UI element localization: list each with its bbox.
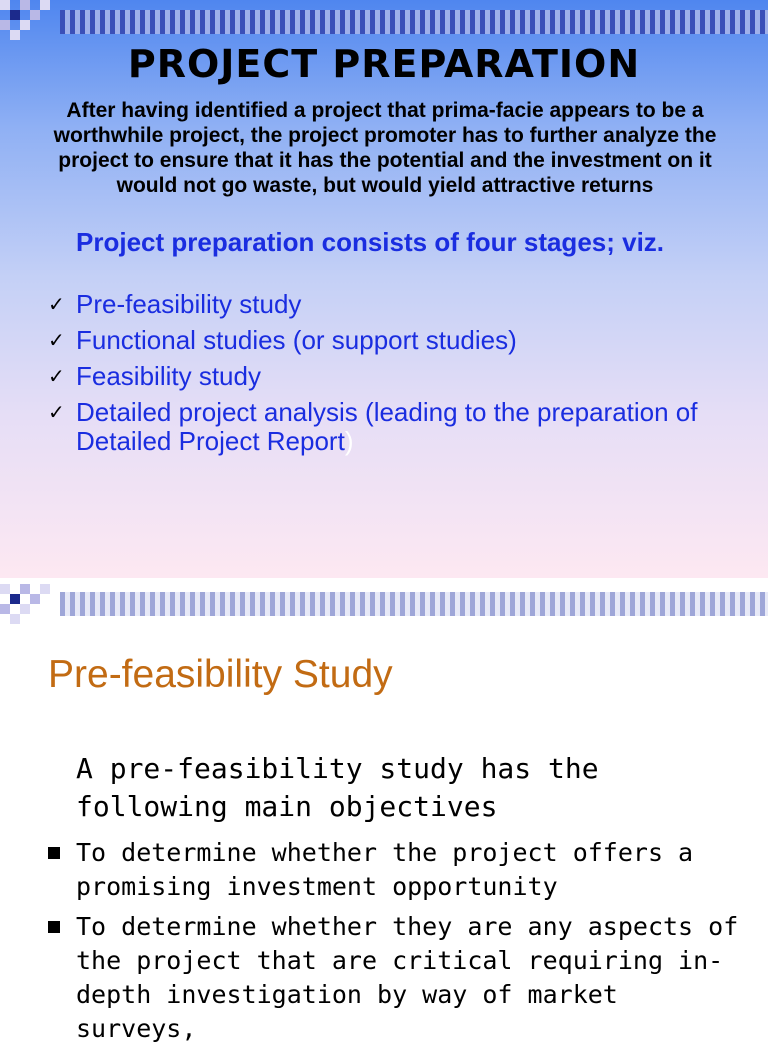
check-icon: ✓ — [48, 400, 65, 424]
header-stripe-bar — [60, 10, 768, 34]
list-item — [48, 836, 748, 904]
objectives-list — [48, 836, 748, 1052]
objective-text: To determine whether the project offers a promising investment opportunity — [76, 838, 694, 901]
stage-text: Feasibility study — [76, 361, 261, 391]
list-item — [48, 290, 748, 319]
stage-text: Detailed project analysis (leading to the preparation of Detailed Project Report — [76, 397, 698, 456]
stage-text: Pre-feasibility study — [76, 289, 302, 319]
check-icon: ✓ — [48, 364, 65, 388]
list-item — [48, 398, 748, 456]
square-bullet-icon — [48, 921, 60, 933]
checker-decoration-icon — [0, 584, 64, 632]
objectives-intro: A pre-feasibility study has the following main objectives — [76, 752, 599, 823]
closing-paren: ) — [344, 426, 354, 456]
check-icon: ✓ — [48, 328, 65, 352]
stage-text: Functional studies (or support studies) — [76, 325, 517, 355]
slide-pre-feasibility — [0, 578, 768, 1043]
list-item — [48, 910, 748, 1046]
objective-text: To determine whether they are any aspects of the project that are critical requiring in-depth investigation by way of market surveys, — [76, 912, 739, 1043]
check-icon: ✓ — [48, 292, 65, 316]
list-item — [48, 326, 748, 355]
header-stripe-bar — [60, 592, 768, 616]
list-item — [48, 362, 748, 391]
stages-list — [48, 290, 748, 463]
stages-lead: Project preparation consists of four stages; viz. — [76, 227, 665, 257]
intro-paragraph: After having identified a project that prima-facie appears to be a worthwhile project, the project promoter has to further analyze the project to ensure that it has the potential and the investment on it would not go waste, but would yield attractive returns — [53, 99, 717, 197]
checker-decoration-icon — [0, 0, 64, 48]
slide-title: Pre-feasibility Study — [48, 653, 393, 696]
square-bullet-icon — [48, 847, 60, 859]
slide-title: PROJECT PREPARATION — [127, 42, 641, 86]
